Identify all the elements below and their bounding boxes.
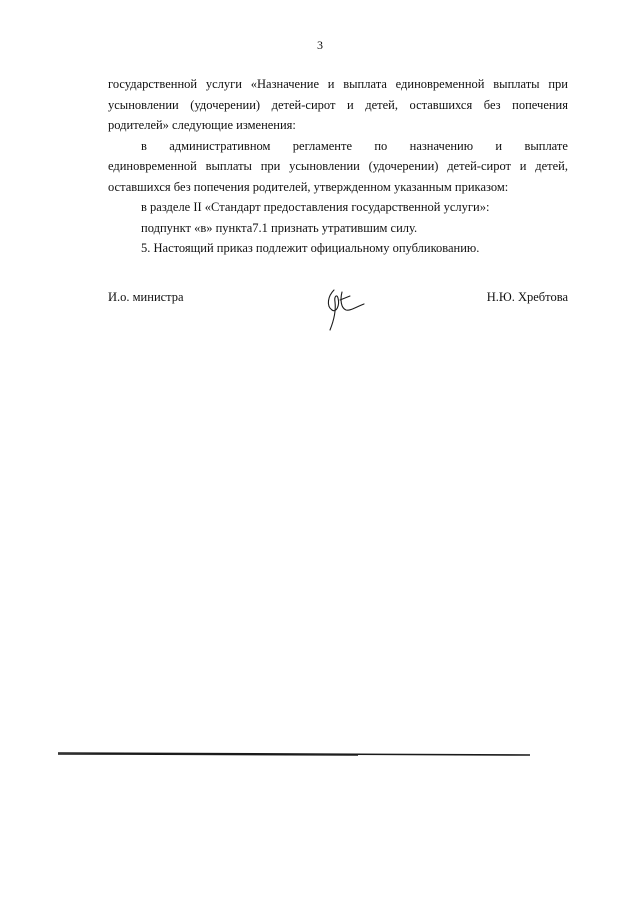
handwritten-signature <box>320 286 370 332</box>
word: назначению <box>409 138 474 153</box>
paragraph-publication: 5. Настоящий приказ подлежит официальному опубликованию. <box>141 241 480 255</box>
signature-block <box>108 290 568 340</box>
paragraph-intro: государственной услуги «Назначение и выплата единовременной выплаты при усыновлении (удочерении) детей-сирот и детей, оставшихся без попечения родителей» следующие изменения: <box>108 77 568 132</box>
word: регламенте <box>292 138 353 153</box>
document-body <box>108 74 568 259</box>
paragraph-subclause: подпункт «в» пункта7.1 признать утратившим силу. <box>141 220 418 235</box>
word: в <box>141 138 147 153</box>
paragraph-section: в разделе II «Стандарт предоставления государственной услуги»: <box>141 200 490 214</box>
word: и <box>495 138 503 153</box>
paragraph-amendment-rest: единовременной выплаты при усыновлении (удочерении) детей-сирот и детей, оставшихся без попечения родителей, утвержденном указанным приказом: <box>108 159 568 194</box>
word: выплате <box>524 138 568 153</box>
word: административном <box>169 138 271 153</box>
signatory-name: Н.Ю. Хребтова <box>486 290 568 304</box>
page-number: 3 <box>317 38 323 52</box>
word: по <box>374 138 388 153</box>
paragraph-amendment-first-line <box>108 136 568 157</box>
bottom-rule <box>58 748 530 762</box>
signatory-title: И.о. министра <box>108 290 184 304</box>
